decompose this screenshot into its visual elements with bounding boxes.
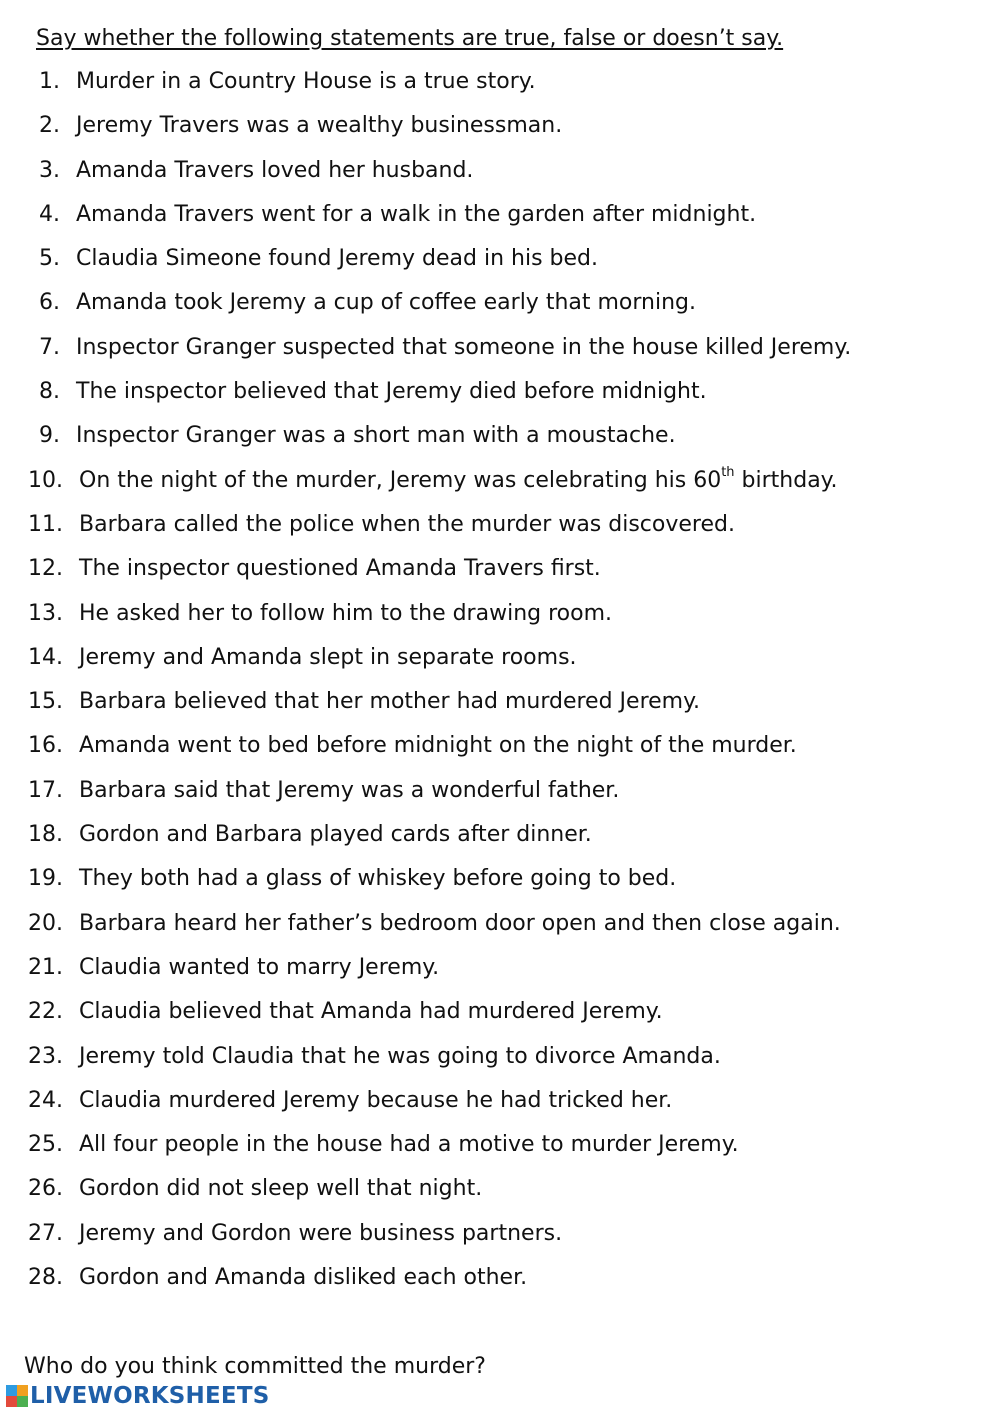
logo-mark-square-1 bbox=[6, 1385, 17, 1396]
liveworksheets-logo bbox=[6, 1384, 269, 1408]
statement-text bbox=[79, 820, 592, 850]
statement-text bbox=[79, 997, 663, 1027]
statement-text bbox=[79, 554, 601, 584]
statement-number: 1. bbox=[39, 69, 60, 94]
statement-text bbox=[76, 67, 536, 97]
statement-text bbox=[79, 687, 700, 717]
statement-number: 14. bbox=[28, 644, 63, 670]
statement-text-main: Amanda Travers went for a walk in the garden after midnight. bbox=[76, 201, 757, 227]
statement-text-main: Claudia believed that Amanda had murdered Jeremy. bbox=[79, 999, 663, 1025]
statement-text bbox=[79, 1263, 527, 1293]
statement-text-main: Amanda Travers loved her husband. bbox=[76, 157, 474, 183]
statement-number: 23. bbox=[28, 1043, 63, 1069]
statement-text bbox=[79, 909, 841, 939]
statement-text bbox=[79, 510, 735, 540]
statement-text bbox=[79, 1086, 672, 1116]
statement-text-main: Amanda went to bed before midnight on the night of the murder. bbox=[79, 733, 797, 759]
statement-text-main: Barbara called the police when the murder was discovered. bbox=[79, 511, 735, 537]
statement-number: 6. bbox=[39, 290, 60, 316]
statement-number: 27. bbox=[28, 1220, 63, 1246]
statement-text bbox=[76, 111, 562, 141]
statement-text-main: Jeremy Travers was a wealthy businessman. bbox=[76, 113, 563, 139]
statement-text bbox=[79, 731, 797, 761]
statement-text bbox=[79, 1174, 482, 1204]
statement-text-main: Barbara said that Jeremy was a wonderful father. bbox=[79, 777, 620, 803]
statement-text-main: Gordon and Amanda disliked each other. bbox=[79, 1265, 528, 1291]
statement-text-main: The inspector believed that Jeremy died before midnight. bbox=[76, 379, 707, 405]
statement-text-main: Jeremy told Claudia that he was going to divorce Amanda. bbox=[79, 1043, 721, 1069]
ordinal-suffix: th bbox=[721, 465, 735, 481]
statement-text bbox=[79, 1042, 721, 1072]
statement-text bbox=[76, 288, 696, 318]
statement-text-main: Claudia Simeone found Jeremy dead in his bed. bbox=[76, 246, 598, 272]
statement-text bbox=[79, 864, 676, 894]
final-question: Who do you think committed the murder? bbox=[24, 1354, 486, 1379]
statement-text-main: Jeremy and Amanda slept in separate rooms. bbox=[79, 644, 577, 670]
statement-text-main: Gordon and Barbara played cards after dinner. bbox=[79, 822, 592, 848]
statement-text-main: Barbara heard her father’s bedroom door open and then close again. bbox=[79, 910, 841, 936]
statement-text-main: Inspector Granger suspected that someone in the house killed Jeremy. bbox=[76, 334, 852, 360]
statement-text bbox=[79, 1219, 562, 1249]
statement-number: 10. bbox=[28, 467, 63, 493]
statement-number: 24. bbox=[28, 1087, 63, 1113]
statement-number: 19. bbox=[28, 866, 63, 892]
logo-mark-icon bbox=[6, 1385, 28, 1407]
logo-mark-square-3 bbox=[6, 1396, 17, 1407]
statement-text-main: Claudia wanted to marry Jeremy. bbox=[79, 954, 440, 980]
logo-mark-square-2 bbox=[17, 1385, 28, 1396]
statement-text-main: Jeremy and Gordon were business partners. bbox=[79, 1220, 563, 1246]
statement-number: 12. bbox=[28, 556, 63, 582]
statement-text bbox=[79, 953, 439, 983]
statement-number: 4. bbox=[39, 201, 60, 227]
statement-text-main: The inspector questioned Amanda Travers first. bbox=[79, 556, 601, 582]
statement-text bbox=[76, 156, 473, 186]
statement-text-main: Inspector Granger was a short man with a moustache. bbox=[76, 423, 676, 449]
statement-text bbox=[76, 333, 851, 363]
statement-number: 2. bbox=[39, 113, 60, 139]
statement-text bbox=[79, 599, 612, 629]
statement-text-main: He asked her to follow him to the drawing room. bbox=[79, 600, 612, 626]
statement-text bbox=[79, 776, 619, 806]
statement-number: 5. bbox=[39, 246, 60, 272]
statement-number: 17. bbox=[28, 777, 63, 803]
statement-text-main: Barbara believed that her mother had murdered Jeremy. bbox=[79, 689, 700, 715]
statement-number: 15. bbox=[28, 689, 63, 715]
statement-number: 8. bbox=[39, 379, 60, 405]
statement-number: 11. bbox=[28, 511, 63, 537]
statement-number: 25. bbox=[28, 1132, 63, 1158]
statement-text-main: Amanda took Jeremy a cup of coffee early that morning. bbox=[76, 290, 696, 316]
statement-text bbox=[76, 244, 598, 274]
statement-text-end: birthday. bbox=[734, 467, 838, 493]
statement-text bbox=[76, 200, 756, 230]
statement-text-main: Murder in a Country House is a true story. bbox=[76, 69, 536, 94]
statement-text bbox=[79, 466, 838, 496]
statement-text-main: They both had a glass of whiskey before going to bed. bbox=[79, 866, 677, 892]
statement-text bbox=[79, 1130, 739, 1160]
statement-text-main: Gordon did not sleep well that night. bbox=[79, 1176, 483, 1202]
statement-text bbox=[76, 421, 676, 451]
statement-number: 16. bbox=[28, 733, 63, 759]
logo-mark-square-4 bbox=[17, 1396, 28, 1407]
statement-number: 28. bbox=[28, 1265, 63, 1291]
statement-number: 18. bbox=[28, 822, 63, 848]
statement-number: 3. bbox=[39, 157, 60, 183]
statement-text-main: Claudia murdered Jeremy because he had tricked her. bbox=[79, 1087, 673, 1113]
instructions-heading: Say whether the following statements are true, false or doesn’t say. bbox=[36, 26, 784, 51]
logo-text: LIVEWORKSHEETS bbox=[30, 1383, 270, 1409]
statement-text bbox=[76, 377, 707, 407]
statement-number: 22. bbox=[28, 999, 63, 1025]
statement-number: 9. bbox=[39, 423, 60, 449]
statement-text bbox=[79, 643, 577, 673]
statement-number: 21. bbox=[28, 954, 63, 980]
statement-number: 7. bbox=[39, 334, 60, 360]
statement-text-main: On the night of the murder, Jeremy was celebrating his 60 bbox=[79, 467, 722, 493]
statement-number: 13. bbox=[28, 600, 63, 626]
statement-number: 26. bbox=[28, 1176, 63, 1202]
statement-text-main: All four people in the house had a motive to murder Jeremy. bbox=[79, 1132, 739, 1158]
statement-number: 20. bbox=[28, 910, 63, 936]
